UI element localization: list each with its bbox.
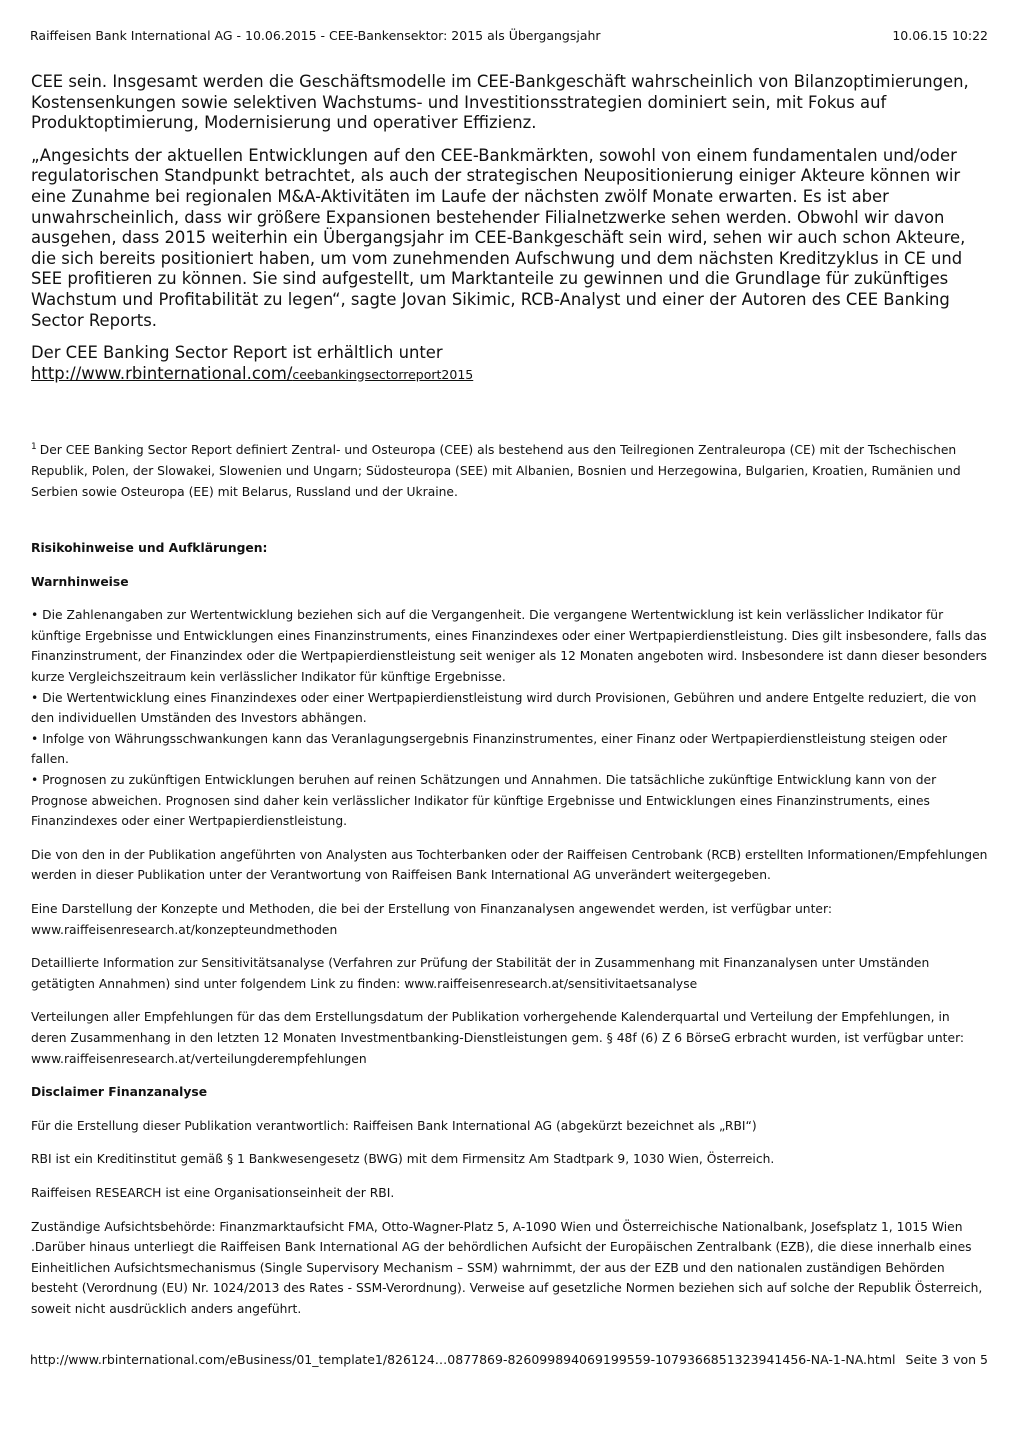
supervision-paragraph: Zuständige Aufsichtsbehörde: Finanzmarktaufsicht FMA, Otto-Wagner-Platz 5, A-1090 Wien und Österreichische Nationalbank, Josefsplatz 1, 1015 Wien .Darüber hinaus unterliegt die Raiffeisen Bank International AG der behördlichen Aufsicht der Europäischen Zentralbank (EZB), die diese innerhalb eines Einheitlichen Aufsichtsmechanismus (Single Supervisory Mechanism – SSM) wahrnimmt, der aus der EZB und den nationalen zuständigen Behörden besteht (Verordnung (EU) Nr. 1024/2013 des Rates - SSM-Verordnung). Verweise auf gesetzliche Normen beziehen sich auf solche der Republik Österreich, soweit nicht ausdrücklich anders angeführt. bbox=[31, 1219, 983, 1316]
report-link[interactable] bbox=[31, 364, 473, 383]
methods-paragraph: Eine Darstellung der Konzepte und Methoden, die bei der Erstellung von Finanzanalysen angewendet werden, ist verfügbar unter: www.raiffeisenresearch.at/konzepteundmethoden bbox=[31, 902, 832, 937]
page-footer bbox=[30, 1352, 988, 1372]
warning-item: • Die Wertentwicklung eines Finanzindexes oder einer Wertpapierdienstleistung wird durch Provisionen, Gebühren und andere Entgelte reduziert, die von den individuellen Umständen des Investors abhängen. bbox=[31, 690, 977, 726]
report-availability bbox=[31, 343, 988, 385]
footer-url: http://www.rbinternational.com/eBusiness/01_template1/826124…0877869-826099894069199559-1079366851323941456-NA-1-NA.html bbox=[30, 1352, 896, 1367]
footnote bbox=[31, 437, 988, 502]
footnote-text: Der CEE Banking Sector Report definiert Zentral- und Osteuropa (CEE) als bestehend aus den Teilregionen Zentraleuropa (CE) mit der Tschechischen Republik, Polen, der Slowakei, Slowenien und Ungarn; Südosteuropa (SEE) mit Albanien, Bosnien und Herzegowina, Bulgarien, Kroatien, Rumänien und Serbien sowie Osteuropa (EE) mit Belarus, Russland und der Ukraine. bbox=[31, 443, 961, 499]
document-body bbox=[31, 72, 988, 1333]
warnings-heading: Warnhinweise bbox=[31, 574, 129, 589]
footnote-mark: 1 bbox=[31, 442, 37, 453]
report-link-main: http://www.rbinternational.com/ bbox=[31, 363, 293, 383]
responsible-paragraph: Für die Erstellung dieser Publikation verantwortlich: Raiffeisen Bank International AG (abgekürzt bezeichnet als „RBI“) bbox=[31, 1118, 757, 1133]
warning-item: • Prognosen zu zukünftigen Entwicklungen beruhen auf reinen Schätzungen und Annahmen. Die tatsächliche zukünftige Entwicklung kann von der Prognose abweichen. Prognosen sind daher kein verlässlicher Indikator für künftige Ergebnisse und Entwicklungen eines Finanzinstruments, eines Finanzindexes oder einer Wertpapierdienstleistung. bbox=[31, 773, 937, 829]
risk-heading: Risikohinweise und Aufklärungen: bbox=[31, 541, 268, 556]
page-header bbox=[30, 28, 988, 48]
sensitivity-paragraph: Detaillierte Information zur Sensitivitätsanalyse (Verfahren zur Prüfung der Stabilität der in Zusammenhang mit Finanzanalysen unter Umständen getätigten Annahmen) sind unter folgendem Link zu finden: www.raiffeisenresearch.at/sensitivitaetsanalyse bbox=[31, 956, 930, 991]
lead-section bbox=[31, 72, 988, 385]
warning-item: • Infolge von Währungsschwankungen kann das Veranlagungsergebnis Finanzinstrumentes, einer Finanz oder Wertpapierdienstleistung steigen oder fallen. bbox=[31, 731, 948, 767]
rbi-paragraph: RBI ist ein Kreditinstitut gemäß § 1 Bankwesengesetz (BWG) mit dem Firmensitz Am Stadtpark 9, 1030 Wien, Österreich. bbox=[31, 1152, 775, 1167]
header-datetime: 10.06.15 10:22 bbox=[892, 28, 988, 43]
page-number: Seite 3 von 5 bbox=[905, 1352, 988, 1367]
header-title: Raiffeisen Bank International AG - 10.06.2015 - CEE-Bankensektor: 2015 als Übergangsjahr bbox=[30, 28, 601, 43]
distribution-paragraph: Verteilungen aller Empfehlungen für das dem Erstellungsdatum der Publikation vorhergehende Kalenderquartal und Verteilung der Empfehlungen, in deren Zusammenhang in den letzten 12 Monaten Investmentbanking-Dienstleistungen gem. § 48f (6) Z 6 BörseG erbracht wurden, ist verfügbar unter: www.raiffeisenresearch.at/verteilungderempfehlungen bbox=[31, 1010, 965, 1066]
warning-item: • Die Zahlenangaben zur Wertentwicklung beziehen sich auf die Vergangenheit. Die vergangene Wertentwicklung ist kein verlässlicher Indikator für künftige Ergebnisse und Entwicklungen eines Finanzinstruments, eines Finanzindexes oder einer Wertpapierdienstleistung. Dies gilt insbesondere, falls das Finanzinstrument, der Finanzindex oder die Wertpapierdienstleistung seit weniger als 12 Monaten angeboten wird. Insbesondere ist dann dieser besonders kurze Vergleichszeitraum kein verlässlicher Indikator für künftige Ergebnisse. bbox=[31, 608, 987, 685]
research-paragraph: Raiffeisen RESEARCH ist eine Organisationseinheit der RBI. bbox=[31, 1185, 395, 1200]
disclaimer-heading: Disclaimer Finanzanalyse bbox=[31, 1085, 208, 1100]
lead-quote-paragraph: „Angesichts der aktuellen Entwicklungen auf den CEE-Bankmärkten, sowohl von einem fundamentalen und/oder regulatorischen Standpunkt betrachtet, als auch der strategischen Neupositionierung einiger Akteure können wir eine Zunahme bei regionalen M&A-Aktivitäten im Laufe der nächsten zwölf Monate erwarten. Es ist aber unwahrscheinlich, dass wir größere Expansionen bestehender Filialnetzwerke sehen werden. Obwohl wir davon ausgehen, dass 2015 weiterhin ein Übergangsjahr im CEE-Bankgeschäft sein wird, sehen wir auch schon Akteure, die sich bereits positioniert haben, um vom zunehmenden Aufschwung und dem nächsten Kreditzyklus in CE und SEE profitieren zu können. Sie sind aufgestellt, um Marktanteile zu gewinnen und die Grundlage für zukünftiges Wachstum und Profitabilität zu legen“, sagte Jovan Sikimic, RCB-Analyst und einer der Autoren des CEE Banking Sector Reports. bbox=[31, 145, 966, 330]
lead-paragraph-1: CEE sein. Insgesamt werden die Geschäftsmodelle im CEE-Bankgeschäft wahrscheinlich von Bilanzoptimierungen, Kostensenkungen sowie selektiven Wachstums- und Investitionsstrategien dominiert sein, mit Fokus auf Produktoptimierung, Modernisierung und operativer Effizienz. bbox=[31, 72, 969, 133]
report-link-tail: ceebankingsectorreport2015 bbox=[292, 366, 474, 382]
analysts-paragraph: Die von den in der Publikation angeführten von Analysten aus Tochterbanken oder der Raiffeisen Centrobank (RCB) erstellten Informationen/Empfehlungen werden in dieser Publikation unter der Verantwortung von Raiffeisen Bank International AG unverändert weitergegeben. bbox=[31, 847, 988, 883]
report-availability-text: Der CEE Banking Sector Report ist erhältlich unter bbox=[31, 343, 443, 363]
warnings-list bbox=[31, 605, 988, 832]
disclaimer-section bbox=[31, 538, 988, 1319]
